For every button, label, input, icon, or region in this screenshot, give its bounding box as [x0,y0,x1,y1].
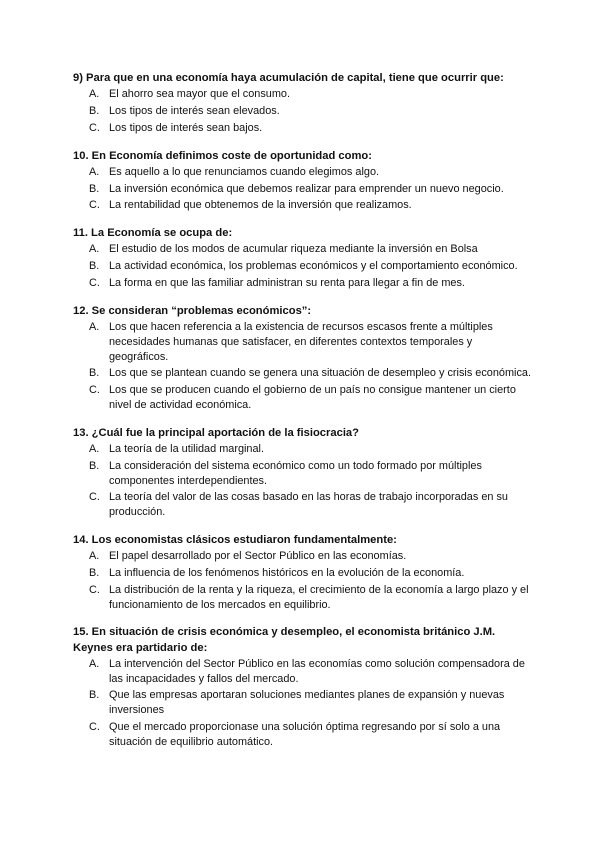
option-letter: B. [89,182,100,195]
option-letter: C. [89,384,100,397]
question-14 [73,533,533,612]
option-letter: C. [89,276,100,289]
option-a [73,87,533,102]
option-c [73,198,533,213]
option-list [73,549,533,612]
option-b [73,566,533,581]
option-letter: A. [89,243,100,256]
option-text: Los que hacen referencia a la existencia de recursos escasos frente a múltiples necesidades humanas que satisfacer, en diferentes contextos temporales y geográficos. [109,320,493,363]
option-text: La inversión económica que debemos realizar para emprender un nuevo negocio. [109,182,504,195]
option-b [73,366,533,381]
option-letter: B. [89,260,100,273]
option-letter: B. [89,566,100,579]
option-a [73,320,533,364]
option-b [73,182,533,197]
option-letter: C. [89,583,100,596]
question-title: 15. En situación de crisis económica y desempleo, el economista británico J.M. Keynes era partidario de: [73,626,496,654]
option-text: Los tipos de interés sean elevados. [109,105,280,117]
option-text: La teoría de la utilidad marginal. [109,442,264,455]
option-a [73,657,533,687]
option-text: Es aquello a lo que renunciamos cuando elegimos algo. [109,165,380,178]
option-list [73,442,533,520]
option-letter: A. [89,550,100,563]
question-9 [73,71,533,136]
option-b [73,688,533,718]
option-b [73,459,533,489]
option-text: La consideración del sistema económico como un todo formado por múltiples componentes interdependientes. [109,459,482,487]
option-a [73,242,533,257]
option-list [73,242,533,290]
question-15 [73,625,533,749]
option-a [73,165,533,180]
option-c [73,276,533,291]
option-c [73,583,533,613]
question-13 [73,426,533,520]
option-letter: A. [89,320,100,333]
option-text: La actividad económica, los problemas económicos y el comportamiento económico. [109,260,518,273]
option-text: El papel desarrollado por el Sector Público en las economías. [109,550,407,563]
option-letter: C. [89,199,100,212]
option-list [73,320,533,413]
option-letter: B. [89,367,100,380]
option-list [73,657,533,750]
option-b [73,104,533,119]
option-text: Que las empresas aportaran soluciones mediantes planes de expansión y nuevas inversiones [109,689,505,717]
option-text: Los que se plantean cuando se genera una situación de desempleo y crisis económica. [109,367,531,380]
option-letter: C. [89,491,100,504]
option-text: Los tipos de interés sean bajos. [109,121,263,134]
option-c [73,490,533,520]
option-text: La rentabilidad que obtenemos de la inversión que realizamos. [109,199,412,212]
option-text: La teoría del valor de las cosas basado en las horas de trabajo incorporadas en su producción. [109,491,508,519]
option-text: La influencia de los fenómenos históricos en la evolución de la economía. [109,566,465,579]
option-text: La intervención del Sector Público en las economías como solución compensadora de las incapacidades y fallos del mercado. [109,657,525,685]
option-a [73,549,533,564]
option-letter: B. [89,105,100,117]
option-text: La distribución de la renta y la riqueza, el crecimiento de la economía a largo plazo y el funcionamiento de los mercados en equilibrio. [109,583,529,611]
option-text: Que el mercado proporcionase una solución óptima regresando por sí solo a una situación de equilibrio automático. [109,720,501,748]
option-c [73,383,533,413]
option-letter: A. [89,657,100,670]
option-b [73,259,533,274]
option-c [73,121,533,136]
option-text: Los que se producen cuando el gobierno de un país no consigue mantener un cierto nivel de actividad económica. [109,384,516,411]
option-text: El ahorro sea mayor que el consumo. [109,88,290,101]
question-title: 10. En Economía definimos coste de oportunidad como: [73,149,372,162]
option-letter: C. [89,720,100,733]
question-10 [73,149,533,214]
question-12 [73,304,533,413]
option-list [73,87,533,135]
option-a [73,442,533,457]
option-text: La forma en que las familiar administran su renta para llegar a fin de mes. [109,276,465,289]
option-letter: C. [89,121,100,134]
question-title: 9) Para que en una economía haya acumulación de capital, tiene que ocurrir que: [73,72,504,84]
option-letter: A. [89,165,100,178]
question-title: 11. La Economía se ocupa de: [73,227,233,240]
option-text: El estudio de los modos de acumular riqueza mediante la inversión en Bolsa [109,243,478,256]
question-title: 12. Se consideran “problemas económicos”: [73,304,312,317]
question-list [73,71,533,763]
question-title: 14. Los economistas clásicos estudiaron fundamentalmente: [73,533,397,546]
option-letter: A. [89,442,100,455]
question-11 [73,226,533,291]
option-c [73,720,533,750]
option-list [73,165,533,213]
option-letter: B. [89,459,100,472]
question-title: 13. ¿Cuál fue la principal aportación de la fisiocracia? [73,426,359,439]
option-letter: A. [89,88,100,101]
option-letter: B. [89,689,100,702]
